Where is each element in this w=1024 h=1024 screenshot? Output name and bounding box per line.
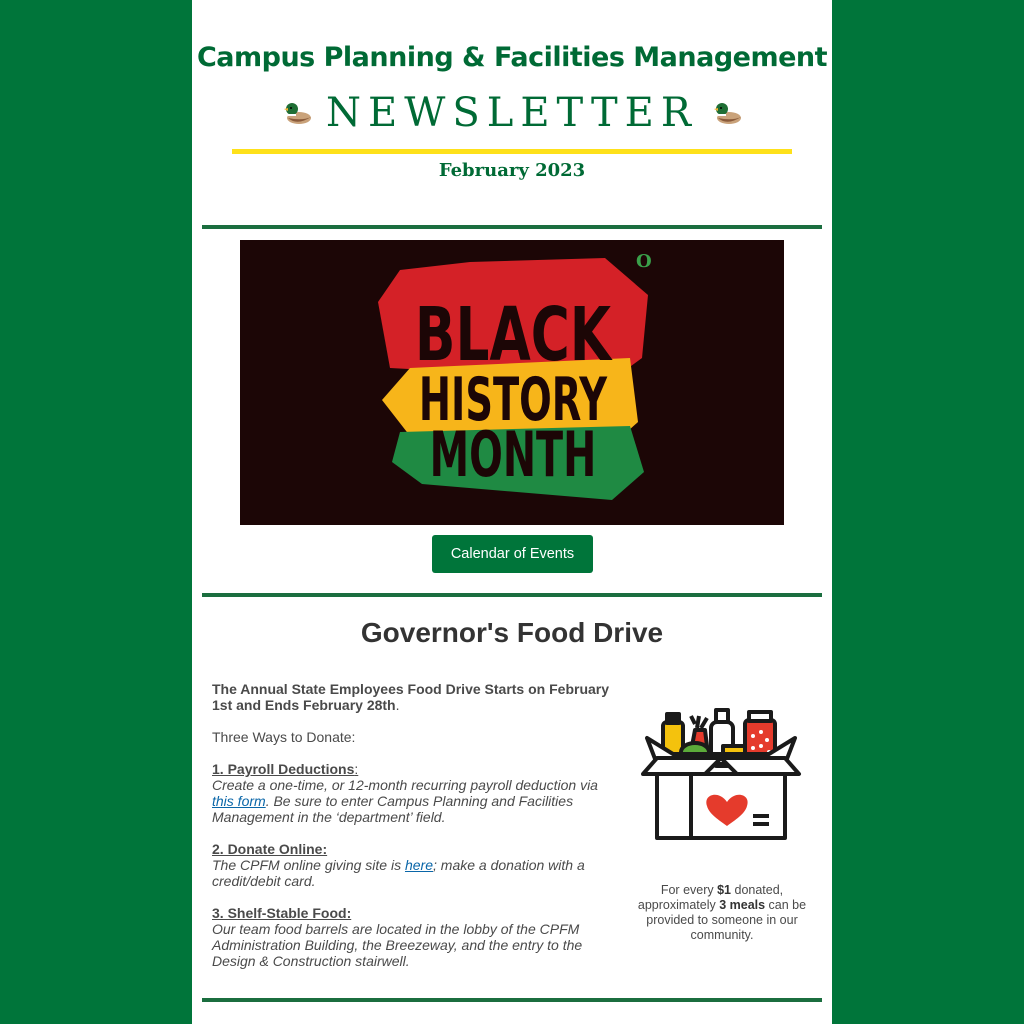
way2-desc: The CPFM online giving site is (212, 857, 405, 873)
caption-text: For every (660, 883, 718, 897)
this-form-link[interactable]: this form (212, 793, 266, 809)
caption-amount: $1 (717, 883, 732, 897)
way1-heading-suffix: : (354, 761, 359, 777)
org-title: Campus Planning & Facilities Management (196, 42, 828, 73)
calendar-of-events-button[interactable]: Calendar of Events (432, 535, 593, 573)
way1-desc-end: . Be sure to enter Campus Planning and Facilities Management in the ‘department’ field. (212, 793, 574, 825)
issue-date: February 2023 (438, 160, 586, 181)
hero-line-month: MONTH (429, 420, 597, 492)
duck-icon (282, 100, 312, 126)
black-history-month-banner (240, 240, 784, 525)
way1-desc: Create a one-time, or 12-month recurring payroll deduction via (212, 777, 598, 793)
newsletter-banner (192, 88, 832, 138)
here-link[interactable]: here (404, 857, 433, 873)
way2-desc-end: ; make a donation with a credit/debit card. (212, 857, 585, 889)
newsletter-heading: NEWSLETTER (326, 90, 698, 136)
section-divider (202, 225, 822, 229)
yellow-divider (232, 149, 792, 154)
section-divider (202, 998, 822, 1002)
way1-heading: 1. Payroll Deductions (212, 761, 355, 777)
newsletter-page (192, 0, 832, 1024)
way3-desc: Our team food barrels are located in the lobby of the CPFM Administration Building, the Breezeway, and the entry to the Design & Construction stairwell. (212, 921, 583, 969)
duck-icon (712, 100, 742, 126)
hero-line-black: BLACK (414, 292, 612, 379)
caption-text: can be provided to someone in our community. (646, 898, 807, 942)
food-drive-intro: The Annual State Employees Food Drive Starts on February 1st and Ends February 28th (212, 681, 610, 713)
ways-intro: Three Ways to Donate: (212, 729, 356, 745)
way3-heading: 3. Shelf-Stable Food: (212, 905, 352, 921)
section-title: Governor's Food Drive (360, 617, 664, 648)
section-divider (202, 593, 822, 597)
caption-text: donated, approximately (637, 883, 784, 912)
way2-heading: 2. Donate Online: (212, 841, 328, 857)
uo-logo: O (636, 251, 652, 272)
hero-line-history: HISTORY (418, 364, 608, 435)
caption-meals: 3 meals (719, 898, 766, 912)
food-drive-body (212, 681, 612, 985)
food-drive-intro-end: . (395, 697, 400, 713)
donation-box-icon (639, 702, 803, 842)
donation-caption (632, 883, 812, 943)
